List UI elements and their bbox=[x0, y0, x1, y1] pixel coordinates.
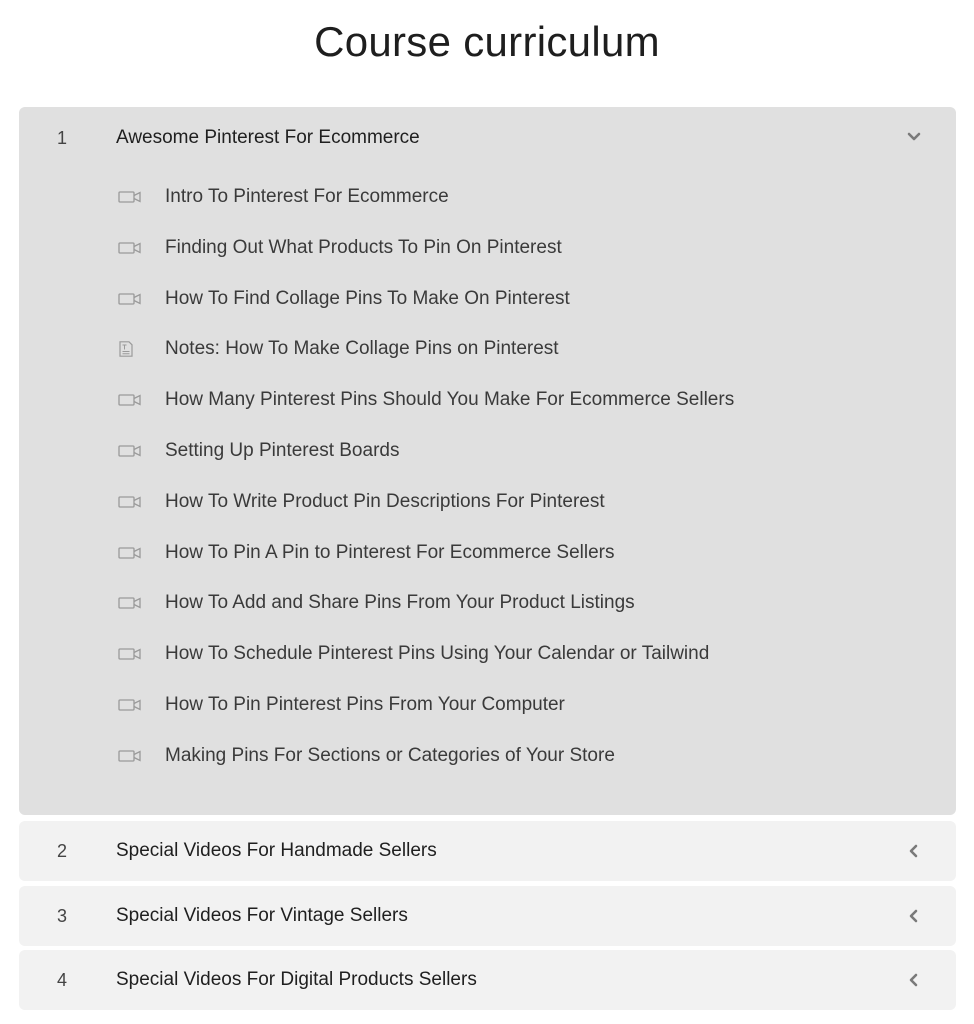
curriculum-section-3 bbox=[19, 886, 956, 946]
section-number: 4 bbox=[57, 970, 68, 990]
section-title: Awesome Pinterest For Ecommerce bbox=[116, 127, 420, 148]
section-title: Special Videos For Handmade Sellers bbox=[116, 840, 437, 861]
lesson-label: Intro To Pinterest For Ecommerce bbox=[165, 186, 449, 207]
lesson-label: How To Write Product Pin Descriptions For Pinterest bbox=[165, 490, 605, 512]
lesson-item-2[interactable] bbox=[19, 223, 956, 274]
text-document-icon bbox=[118, 339, 142, 359]
section-number: 1 bbox=[57, 128, 68, 148]
video-icon bbox=[118, 748, 142, 764]
lesson-item-5[interactable] bbox=[19, 375, 956, 426]
video-icon bbox=[118, 494, 142, 510]
section-number: 3 bbox=[57, 906, 68, 926]
video-icon bbox=[118, 697, 142, 713]
section-header-1[interactable] bbox=[19, 107, 956, 167]
video-icon bbox=[118, 646, 142, 662]
video-icon bbox=[118, 291, 142, 307]
chevron-left-icon[interactable] bbox=[906, 843, 922, 859]
curriculum-section-1 bbox=[19, 107, 956, 815]
lesson-item-9[interactable] bbox=[19, 578, 956, 629]
video-icon bbox=[118, 240, 142, 256]
lesson-item-8[interactable] bbox=[19, 528, 956, 579]
lesson-item-4[interactable] bbox=[19, 324, 956, 375]
lesson-item-7[interactable] bbox=[19, 477, 956, 528]
chevron-left-icon[interactable] bbox=[906, 908, 922, 924]
video-icon bbox=[118, 392, 142, 408]
lesson-label: How To Schedule Pinterest Pins Using Your Calendar or Tailwind bbox=[165, 643, 710, 665]
section-title: Special Videos For Digital Products Sellers bbox=[116, 969, 477, 990]
lesson-item-3[interactable] bbox=[19, 274, 956, 325]
lesson-label: How To Pin A Pin to Pinterest For Ecommerce Sellers bbox=[165, 541, 615, 563]
lesson-item-6[interactable] bbox=[19, 426, 956, 477]
lesson-label: How To Pin Pinterest Pins From Your Computer bbox=[165, 693, 565, 715]
chevron-down-icon[interactable] bbox=[906, 129, 922, 145]
section-header-2[interactable] bbox=[19, 821, 956, 881]
section-title: Special Videos For Vintage Sellers bbox=[116, 905, 408, 926]
video-icon bbox=[118, 545, 142, 561]
lesson-item-1[interactable] bbox=[19, 172, 956, 223]
page-title: Course curriculum bbox=[314, 18, 660, 65]
lesson-label: Finding Out What Products To Pin On Pinterest bbox=[165, 236, 562, 258]
video-icon bbox=[118, 595, 142, 611]
lesson-label: How To Find Collage Pins To Make On Pinterest bbox=[165, 287, 570, 309]
section-number: 2 bbox=[57, 841, 68, 861]
lesson-item-10[interactable] bbox=[19, 629, 956, 680]
lesson-label: How Many Pinterest Pins Should You Make For Ecommerce Sellers bbox=[165, 389, 735, 411]
lesson-label: Making Pins For Sections or Categories of Your Store bbox=[165, 744, 615, 766]
lesson-label: Notes: How To Make Collage Pins on Pinterest bbox=[165, 338, 559, 360]
lesson-label: How To Add and Share Pins From Your Product Listings bbox=[165, 592, 635, 614]
lesson-label: Setting Up Pinterest Boards bbox=[165, 439, 400, 461]
section-header-4[interactable] bbox=[19, 950, 956, 1010]
chevron-left-icon[interactable] bbox=[906, 972, 922, 988]
curriculum-section-2 bbox=[19, 821, 956, 881]
section-header-3[interactable] bbox=[19, 886, 956, 946]
lesson-item-11[interactable] bbox=[19, 680, 956, 731]
curriculum-section-4 bbox=[19, 950, 956, 1010]
lesson-list bbox=[19, 172, 956, 782]
video-icon bbox=[118, 443, 142, 459]
lesson-item-12[interactable] bbox=[19, 731, 956, 782]
video-icon bbox=[118, 189, 142, 205]
